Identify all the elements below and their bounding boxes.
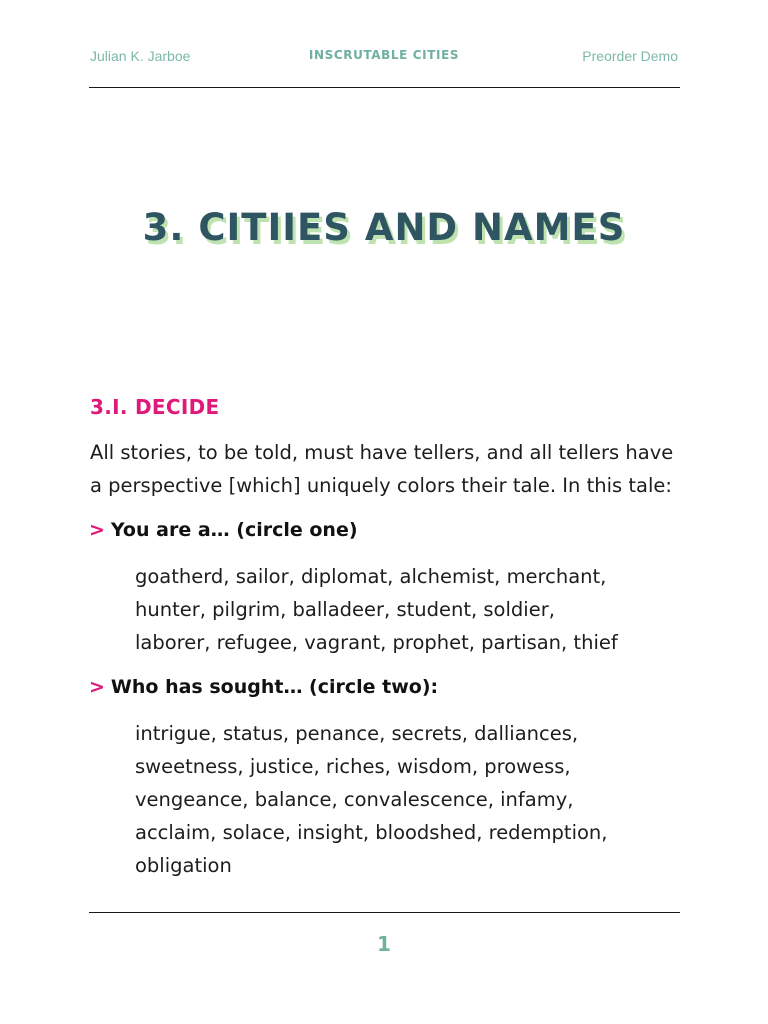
option-line: laborer, refugee, vagrant, prophet, partisan, thief: [135, 631, 618, 654]
intro-paragraph: [90, 436, 690, 502]
chevron-right-icon: >: [89, 676, 105, 698]
header-book-title: INSCRUTABLE CITIES: [308, 48, 460, 62]
option-line: acclaim, solace, insight, bloodshed, redemption,: [135, 821, 608, 844]
option-line: obligation: [135, 854, 232, 877]
option-list-roles: [135, 560, 695, 659]
option-line: vengeance, balance, convalescence, infamy,: [135, 788, 574, 811]
option-line: goatherd, sailor, diplomat, alchemist, merchant,: [135, 565, 607, 588]
chapter-title: 3. CITIIES AND NAMES: [142, 206, 626, 249]
prompt-who-has-sought: [89, 674, 438, 700]
chevron-right-icon: >: [89, 519, 105, 541]
intro-line: All stories, to be told, must have tellers, and all tellers have: [90, 441, 674, 464]
intro-line: a perspective [which] uniquely colors their tale. In this tale:: [90, 474, 672, 497]
option-line: hunter, pilgrim, balladeer, student, soldier,: [135, 598, 555, 621]
section-heading: 3.I. DECIDE: [90, 395, 220, 419]
option-line: intrigue, status, penance, secrets, dalliances,: [135, 722, 579, 745]
prompt-label: You are a… (circle one): [110, 519, 358, 541]
running-header: [89, 46, 679, 68]
header-divider: [89, 87, 680, 88]
header-edition: Preorder Demo: [582, 48, 678, 64]
footer-divider: [89, 912, 680, 913]
prompt-label: Who has sought… (circle two):: [110, 676, 439, 698]
option-line: sweetness, justice, riches, wisdom, prowess,: [135, 755, 571, 778]
option-list-pursuits: [135, 717, 695, 882]
page-number: 1: [377, 932, 391, 956]
header-author: Julian K. Jarboe: [90, 48, 191, 64]
prompt-you-are: [89, 517, 358, 543]
